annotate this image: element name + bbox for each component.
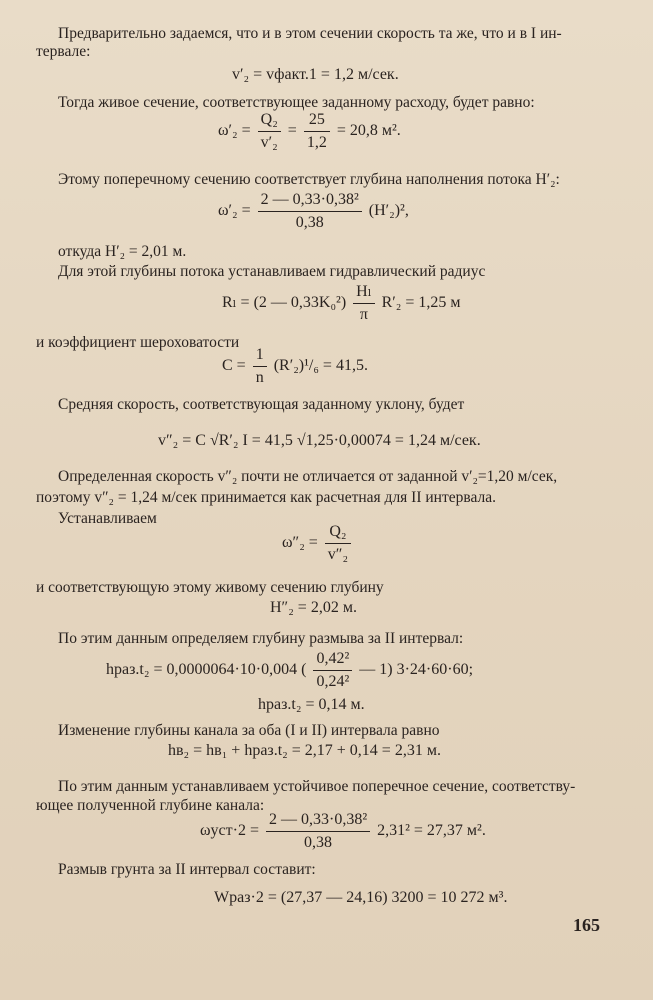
fraction: $\frac{\text{2 — 0,33·0,38²}}{0,38}$	[258, 190, 362, 233]
text-line: Средняя скорость, соответствующая заданному уклону, будет	[58, 396, 465, 413]
text-line: тервале:	[36, 43, 91, 60]
text-line: Определенная скорость v″₂ почти не отличается от заданной v′₂=1,20 м/сек,	[58, 468, 558, 485]
text-line: Размыв грунта за II интервал составит:	[58, 861, 316, 878]
equation-soil-erosion: Wраз·2 = (27,37 — 24,16) 3200 = 10 272 м³.	[214, 889, 508, 906]
equation-roughness: C = $\frac{1}{n}$ (R′₂)¹/₆ = 41,5.	[222, 346, 368, 386]
text-line: Для этой глубины потока устанавливаем гидравлический радиус	[58, 263, 486, 280]
page-number: 165	[573, 915, 600, 935]
fraction: $\frac{25}{1,2}$	[304, 110, 330, 153]
text-line: По этим данным устанавливаем устойчивое поперечное сечение, соответству-	[58, 778, 576, 795]
text-line: Предварительно задаемся, что и в этом сечении скорость та же, что и в I ин-	[58, 25, 562, 42]
text-line: Этому поперечному сечению соответствует глубина наполнения потока H′₂:	[58, 171, 560, 188]
equation-depth: ω′₂ = $\frac{\text{2 — 0,33·0,38²}}{0,38}$ (H′₂)²,	[218, 191, 409, 231]
text-line: По этим данным определяем глубину размыва за II интервал:	[58, 630, 464, 647]
fraction: $\frac{\text{Hₗ}}{\pi}$	[353, 282, 374, 325]
text-line: Изменение глубины канала за оба (I и II) интервала равно	[58, 722, 440, 739]
fraction: $\frac{\text{Q₂}}{\text{v′₂}}$	[258, 110, 281, 153]
equation-area-2: ω″₂ = $\frac{\text{Q₂}}{\text{v″₂}}$	[282, 522, 354, 565]
equation-mean-velocity: v″₂ = C √R′₂ I = 41,5 √1,25·0,00074 = 1,24 м/сек.	[158, 432, 481, 449]
equation-channel-depth: hв₂ = hв₁ + hраз.t₂ = 2,17 + 0,14 = 2,31 м.	[168, 742, 441, 759]
equation-erosion-result: hраз.t₂ = 0,14 м.	[258, 696, 365, 713]
equation-erosion: hраз.t₂ = 0,0000064·10·0,004 ( $\frac{\text{0,42²}}{\text{0,24²}}$ — 1) 3·24·60·60;	[106, 650, 474, 690]
fraction: $\frac{\text{2 — 0,33·0,38²}}{0,38}$	[266, 810, 370, 853]
text-line: откуда H′₂ = 2,01 м.	[58, 243, 187, 260]
fraction: $\frac{\text{Q₂}}{\text{v″₂}}$	[325, 522, 351, 565]
text-line: Тогда живое сечение, соответствующее заданному расходу, будет равно:	[58, 94, 535, 111]
equation-depth-2: H″₂ = 2,02 м.	[270, 599, 357, 616]
equation-stable-section: ωуст·2 = $\frac{\text{2 — 0,33·0,38²}}{0,38}$ 2,31² = 27,37 м².	[200, 811, 486, 851]
text-line: Устанавливаем	[58, 510, 157, 527]
eq-lhs: ω′₂ =	[218, 122, 251, 140]
equation-velocity: v′₂ = vфакт.1 = 1,2 м/сек.	[232, 66, 399, 83]
equation-area: ω′₂ = $\frac{\text{Q₂}}{\text{v′₂}}$ = $\frac{25}{1,2}$ = 20,8 м².	[218, 111, 401, 151]
text-line: и соответствующую этому живому сечению глубину	[36, 579, 384, 596]
text-line: и коэффициент шероховатости	[36, 334, 240, 351]
text-line: поэтому v″₂ = 1,24 м/сек принимается как расчетная для II интервала.	[36, 489, 496, 506]
fraction: $\frac{1}{n}$	[253, 345, 267, 388]
text-line: ющее полученной глубине канала:	[36, 797, 265, 814]
fraction: $\frac{\text{0,42²}}{\text{0,24²}}$	[313, 649, 352, 692]
equation-radius: Rₗ = (2 — 0,33K₀²) $\frac{\text{Hₗ}}{\pi}$ R′₂ = 1,25 м	[222, 283, 461, 323]
